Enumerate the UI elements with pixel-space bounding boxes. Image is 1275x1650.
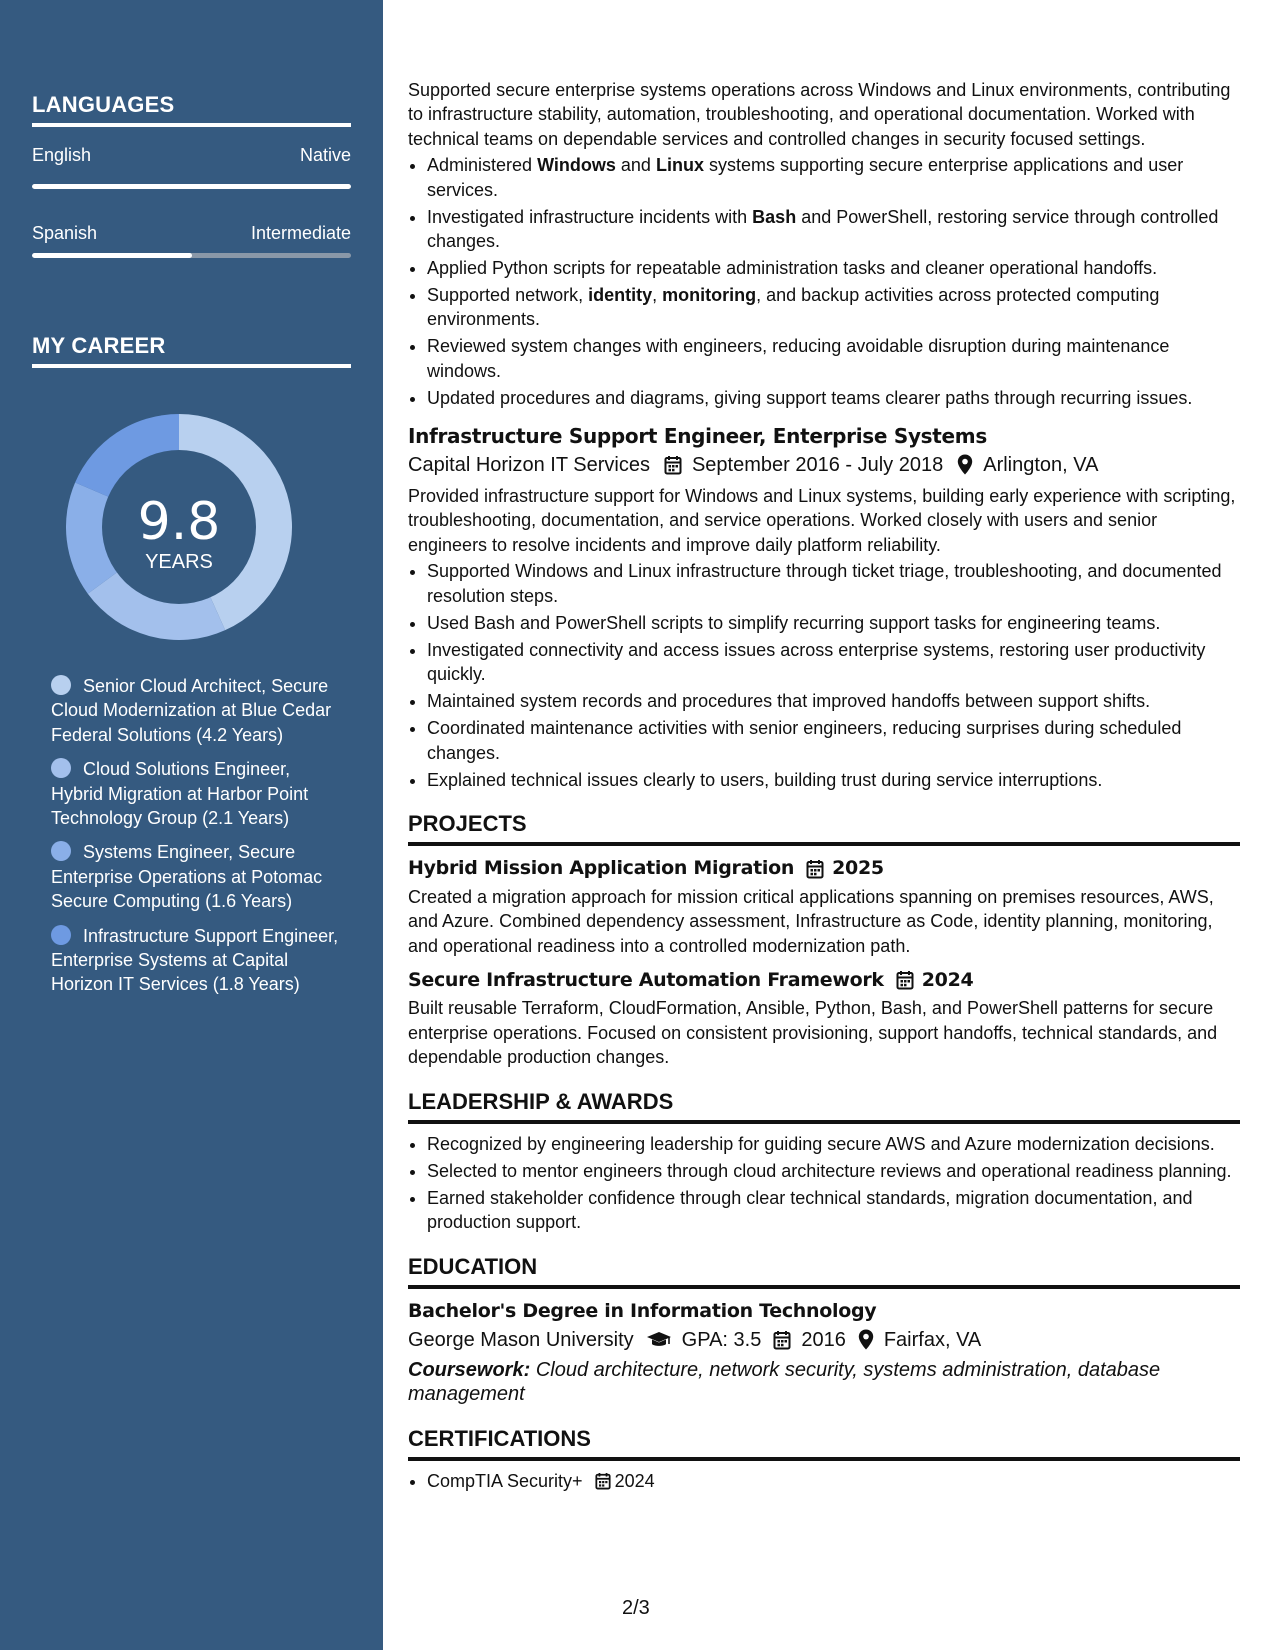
certification-item xyxy=(427,1469,1240,1493)
text: Investigated infrastructure incidents with xyxy=(427,206,753,227)
career-donut-chart xyxy=(66,414,292,640)
text: and xyxy=(615,155,656,176)
project-description: Created a migration approach for mission critical applications spanning on premises resources, AWS, and Azure. Combined dependency assessment, Infrastructure as Code, identity planning, monitoring, and operational readiness into a controlled modernization path. xyxy=(408,886,1214,956)
sidebar xyxy=(0,0,383,1650)
job-summary: Supported secure enterprise systems operations across Windows and Linux environments, contributing to infrastructure stability, automation, troubleshooting, and operational documentation. Worked with technical teams on dependable services and controlled changes in security focused settings. xyxy=(408,80,1231,149)
education-meta xyxy=(408,1328,1240,1352)
career-unit: YEARS xyxy=(145,551,213,573)
career-text: Cloud Solutions Engineer, Hybrid Migration at Harbor Point Technology Group (2.1 Years) xyxy=(51,759,309,829)
job-bullet: • Explained technical issues clearly to users, building trust during service interruptions. xyxy=(427,768,1240,792)
career-list xyxy=(51,674,341,1007)
text: and PowerShell, restoring service through controlled changes. xyxy=(427,206,1219,252)
job-meta xyxy=(408,453,1240,477)
project-description: Built reusable Terraform, CloudFormation, Ansible, Python, Bash, and PowerShell patterns for secure enterprise operations. Focused on consistent provisioning, support handoffs, technical standards, and dependable production changes. xyxy=(408,998,1218,1068)
text: Administered xyxy=(427,155,538,176)
project-title: Secure Infrastructure Automation Framework xyxy=(408,968,884,991)
job-bullet: • Updated procedures and diagrams, giving support teams clearer paths through recurring issues. xyxy=(427,386,1240,410)
job-bullet: • Used Bash and PowerShell scripts to simplify recurring support tasks for engineering teams. xyxy=(427,611,1240,635)
text: , xyxy=(652,285,663,306)
job-bullet: • Investigated connectivity and access issues across enterprise systems, restoring user productivity quickly. xyxy=(427,638,1240,687)
career-item xyxy=(51,924,341,997)
gpa: GPA: 3.5 xyxy=(681,1328,762,1351)
text: systems supporting secure enterprise applications and user services. xyxy=(427,155,1184,200)
main-content xyxy=(408,78,1240,1496)
job-bullet xyxy=(427,283,1240,332)
education-heading: EDUCATION xyxy=(408,1255,1240,1289)
projects-heading: PROJECTS xyxy=(408,812,1240,846)
job-bullet xyxy=(427,205,1240,254)
career-item xyxy=(51,674,341,747)
location-pin-icon xyxy=(858,1329,874,1350)
bold-text: monitoring xyxy=(662,285,757,306)
leadership-heading: LEADERSHIP & AWARDS xyxy=(408,1090,1240,1124)
language-level: Intermediate xyxy=(250,223,351,243)
language-bar-fill xyxy=(32,253,192,258)
career-dot xyxy=(51,675,71,695)
job-bullet: • Supported Windows and Linux infrastructure through ticket triage, troubleshooting, and documented resolution steps. xyxy=(427,559,1240,608)
languages-heading: LANGUAGES xyxy=(32,92,351,127)
bold-text: identity xyxy=(588,285,653,306)
location-pin-icon xyxy=(957,454,973,475)
certifications-heading: CERTIFICATIONS xyxy=(408,1427,1240,1461)
degree-title: Bachelor's Degree in Information Technology xyxy=(408,1300,877,1323)
coursework-text: Cloud architecture, network security, systems administration, database management xyxy=(408,1359,1161,1406)
bold-text: Bash xyxy=(752,206,797,227)
language-bar-english xyxy=(32,184,351,189)
calendar-icon xyxy=(806,859,824,879)
job-dates: September 2016 - July 2018 xyxy=(691,453,944,476)
career-item xyxy=(51,840,341,913)
job-bullet: • Applied Python scripts for repeatable administration tasks and cleaner operational handoffs. xyxy=(427,256,1240,280)
career-dot xyxy=(51,925,71,945)
bold-text: Windows xyxy=(537,155,616,176)
job-company: Capital Horizon IT Services xyxy=(408,453,650,476)
language-name: Spanish xyxy=(32,223,98,243)
certification-year: 2024 xyxy=(614,1471,655,1492)
graduation-cap-icon xyxy=(646,1331,672,1349)
career-item xyxy=(51,757,341,830)
calendar-icon xyxy=(664,455,682,475)
text: , and backup activities across protected computing environments. xyxy=(427,285,1160,330)
job-bullet xyxy=(427,153,1240,202)
career-text: Systems Engineer, Secure Enterprise Operations at Potomac Secure Computing (1.6 Years) xyxy=(51,842,323,912)
job-bullets xyxy=(408,559,1240,792)
job-bullets xyxy=(408,153,1240,410)
graduation-year: 2016 xyxy=(801,1328,846,1351)
certification-name: • CompTIA Security+ xyxy=(427,1471,583,1492)
job-bullet: • Coordinated maintenance activities with senior engineers, reducing surprises during scheduled changes. xyxy=(427,716,1240,765)
job-bullet: • Maintained system records and procedures that improved handoffs between support shifts. xyxy=(427,689,1240,713)
project-year: 2024 xyxy=(921,968,974,991)
career-dot xyxy=(51,841,71,861)
job-bullet: • Reviewed system changes with engineers, reducing avoidable disruption during maintenance windows. xyxy=(427,334,1240,383)
language-bar-fill xyxy=(32,184,351,189)
leadership-item: • Recognized by engineering leadership for guiding secure AWS and Azure modernization decisions. xyxy=(427,1132,1240,1156)
calendar-icon xyxy=(595,1472,611,1490)
job-title: Infrastructure Support Engineer, Enterprise Systems xyxy=(408,424,987,449)
school-location: Fairfax, VA xyxy=(883,1328,982,1351)
career-text: Senior Cloud Architect, Secure Cloud Modernization at Blue Cedar Federal Solutions (4.2 Years) xyxy=(51,676,332,745)
language-spanish xyxy=(32,223,351,244)
language-bar-spanish xyxy=(32,253,351,258)
language-level: Native xyxy=(299,145,351,165)
project-year: 2025 xyxy=(832,857,884,880)
calendar-icon xyxy=(773,1330,791,1350)
school-name: George Mason University xyxy=(408,1328,634,1351)
coursework xyxy=(408,1358,1240,1407)
language-english xyxy=(32,145,351,166)
project-title-row xyxy=(408,856,1240,880)
job-summary: Provided infrastructure support for Windows and Linux systems, building early experience with scripting, troubleshooting, documentation, and service operations. Worked closely with users and senior engineers to resolve incidents and improve daily platform reliability. xyxy=(408,486,1236,555)
leadership-list xyxy=(408,1132,1240,1235)
leadership-item: • Earned stakeholder confidence through clear technical standards, migration documentation, and production support. xyxy=(427,1186,1240,1235)
career-text: Infrastructure Support Engineer, Enterprise Systems at Capital Horizon IT Services (1.8 Years) xyxy=(51,925,339,995)
career-dot xyxy=(51,758,71,778)
project-title: Hybrid Mission Application Migration xyxy=(408,857,795,880)
language-name: English xyxy=(32,145,92,165)
career-total: 9.8 xyxy=(137,492,221,552)
bold-text: Linux xyxy=(655,155,704,176)
leadership-item: • Selected to mentor engineers through cloud architecture reviews and operational readiness planning. xyxy=(427,1159,1240,1183)
career-heading: MY CAREER xyxy=(32,333,351,368)
calendar-icon xyxy=(896,970,914,990)
project-title-row xyxy=(408,968,1240,992)
page-number: 2/3 xyxy=(622,1597,650,1619)
job-location: Arlington, VA xyxy=(983,453,1099,476)
coursework-label: Coursework: xyxy=(408,1359,531,1381)
text: Supported network, xyxy=(427,285,589,306)
certifications-list xyxy=(408,1469,1240,1493)
